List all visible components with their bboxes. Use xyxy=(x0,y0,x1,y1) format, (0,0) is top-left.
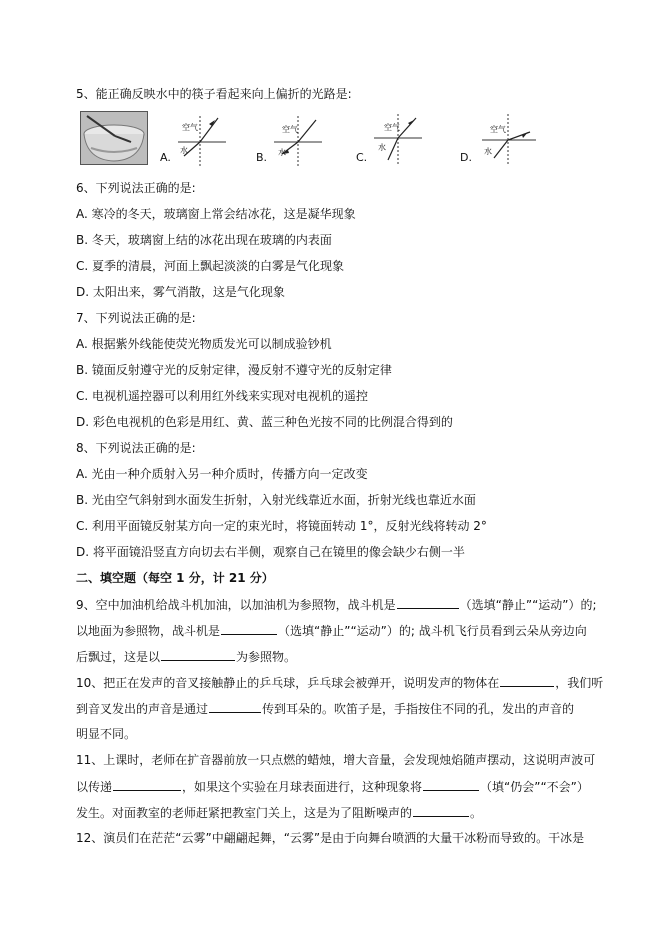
q11-blank-1[interactable] xyxy=(113,778,181,791)
option-c-air-label: 空气 xyxy=(384,123,400,132)
q9-text-2b: （选填“静止”“运动”）的; 战斗机飞行员看到云朵从旁边向 xyxy=(278,624,587,638)
q9-blank-1[interactable] xyxy=(397,596,459,609)
q6-option-b: B. 冬天，玻璃窗上结的冰花出现在玻璃的内表面 xyxy=(76,233,332,247)
option-a-label: A. xyxy=(160,151,171,164)
q7-option-d: D. 彩色电视机的色彩是用红、黄、蓝三种色光按不同的比例混合得到的 xyxy=(76,415,453,429)
q11-line-2 xyxy=(76,778,589,795)
chopsticks-in-bowl-photo xyxy=(80,111,148,165)
q9-text-1a: 9、空中加油机给战斗机加油，以加油机为参照物，战斗机是 xyxy=(76,598,396,612)
option-a-air-label: 空气 xyxy=(182,123,198,132)
option-c-water-label: 水 xyxy=(378,143,386,152)
option-b-label: B. xyxy=(256,151,268,164)
q6-option-c: C. 夏季的清晨，河面上飘起淡淡的白雾是气化现象 xyxy=(76,259,345,273)
q11-blank-3[interactable] xyxy=(413,804,469,817)
option-d-label: D. xyxy=(460,151,472,164)
q6-option-a: A. 寒冷的冬天，玻璃窗上常会结冰花，这是凝华现象 xyxy=(76,207,356,221)
q11-text-2c: （填“仍会”“不会”） xyxy=(480,780,589,794)
q9-text-3a: 后飘过，这是以 xyxy=(76,650,161,664)
q9-line-2 xyxy=(76,622,587,639)
q11-line-3 xyxy=(76,804,482,821)
q11-text-3a: 发生。对面教室的老师赶紧把教室门关上，这是为了阻断噪声的 xyxy=(76,806,413,820)
q10-line-3: 明显不同。 xyxy=(76,727,137,741)
q6-stem: 6、下列说法正确的是: xyxy=(76,181,196,195)
q9-text-2a: 以地面为参照物，战斗机是 xyxy=(76,624,221,638)
q7-option-b: B. 镜面反射遵守光的反射定律，漫反射不遵守光的反射定律 xyxy=(76,363,392,377)
q8-option-b: B. 光由空气斜射到水面发生折射，入射光线靠近水面，折射光线也靠近水面 xyxy=(76,493,476,507)
q10-text-1b: ，我们听 xyxy=(555,676,604,690)
option-c-label: C. xyxy=(356,151,368,164)
q7-option-c: C. 电视机遥控器可以利用红外线来实现对电视机的遥控 xyxy=(76,389,369,403)
q10-line-2 xyxy=(76,700,574,717)
q9-line-3 xyxy=(76,648,296,665)
q10-text-2b: 传到耳朵的。吹笛子是，手指按住不同的孔，发出的声音的 xyxy=(262,702,575,716)
option-d-water-label: 水 xyxy=(484,147,492,156)
option-d-air-label: 空气 xyxy=(490,125,506,134)
q8-option-c: C. 利用平面镜反射某方向一定的束光时，将镜面转动 1°，反射光线将转动 2° xyxy=(76,519,487,533)
q7-option-a: A. 根据紫外线能使荧光物质发光可以制成验钞机 xyxy=(76,337,332,351)
option-a-water-label: 水 xyxy=(180,146,188,155)
option-b-water-label: 水 xyxy=(278,148,286,157)
q8-option-a: A. 光由一种介质射入另一种介质时，传播方向一定改变 xyxy=(76,467,368,481)
q12-line-1: 12、演员们在茫茫“云雾”中翩翩起舞，“云雾”是由于向舞台喷洒的大量干冰粉而导致的。干冰是 xyxy=(76,831,585,845)
section-title-fill-in: 二、填空题（每空 1 分，计 21 分） xyxy=(76,571,274,585)
q8-stem: 8、下列说法正确的是: xyxy=(76,441,196,455)
q9-blank-3[interactable] xyxy=(161,648,235,661)
q11-blank-2[interactable] xyxy=(423,778,479,791)
q5-stem: 5、能正确反映水中的筷子看起来向上偏折的光路是: xyxy=(76,87,352,101)
q10-text-2a: 到音叉发出的声音是通过 xyxy=(76,702,209,716)
q9-text-1b: （选填“静止”“运动”）的; xyxy=(459,598,597,612)
q9-blank-2[interactable] xyxy=(221,622,277,635)
q11-line-1: 11、上课时，老师在扩音器前放一只点燃的蜡烛，增大音量，会发现烛焰随声摆动，这说明声波可 xyxy=(76,753,596,767)
q10-blank-1[interactable] xyxy=(500,674,554,687)
q11-text-3b: 。 xyxy=(470,806,483,820)
q10-text-1a: 10、把正在发声的音叉接触静止的乒乓球，乒乓球会被弹开，说明发声的物体在 xyxy=(76,676,500,690)
q9-line-1 xyxy=(76,596,597,613)
q11-text-2b: ，如果这个实验在月球表面进行，这种现象将 xyxy=(182,780,423,794)
q6-option-d: D. 太阳出来，雾气消散，这是气化现象 xyxy=(76,285,285,299)
option-b-air-label: 空气 xyxy=(282,125,298,134)
q9-text-3b: 为参照物。 xyxy=(236,650,297,664)
q7-stem: 7、下列说法正确的是: xyxy=(76,311,196,325)
option-d-diagram xyxy=(460,112,540,168)
q8-option-d: D. 将平面镜沿竖直方向切去右半侧，观察自己在镜里的像会缺少右侧一半 xyxy=(76,545,465,559)
q10-line-1 xyxy=(76,674,603,691)
q11-text-2a: 以传递 xyxy=(76,780,113,794)
q10-blank-2[interactable] xyxy=(209,700,261,713)
